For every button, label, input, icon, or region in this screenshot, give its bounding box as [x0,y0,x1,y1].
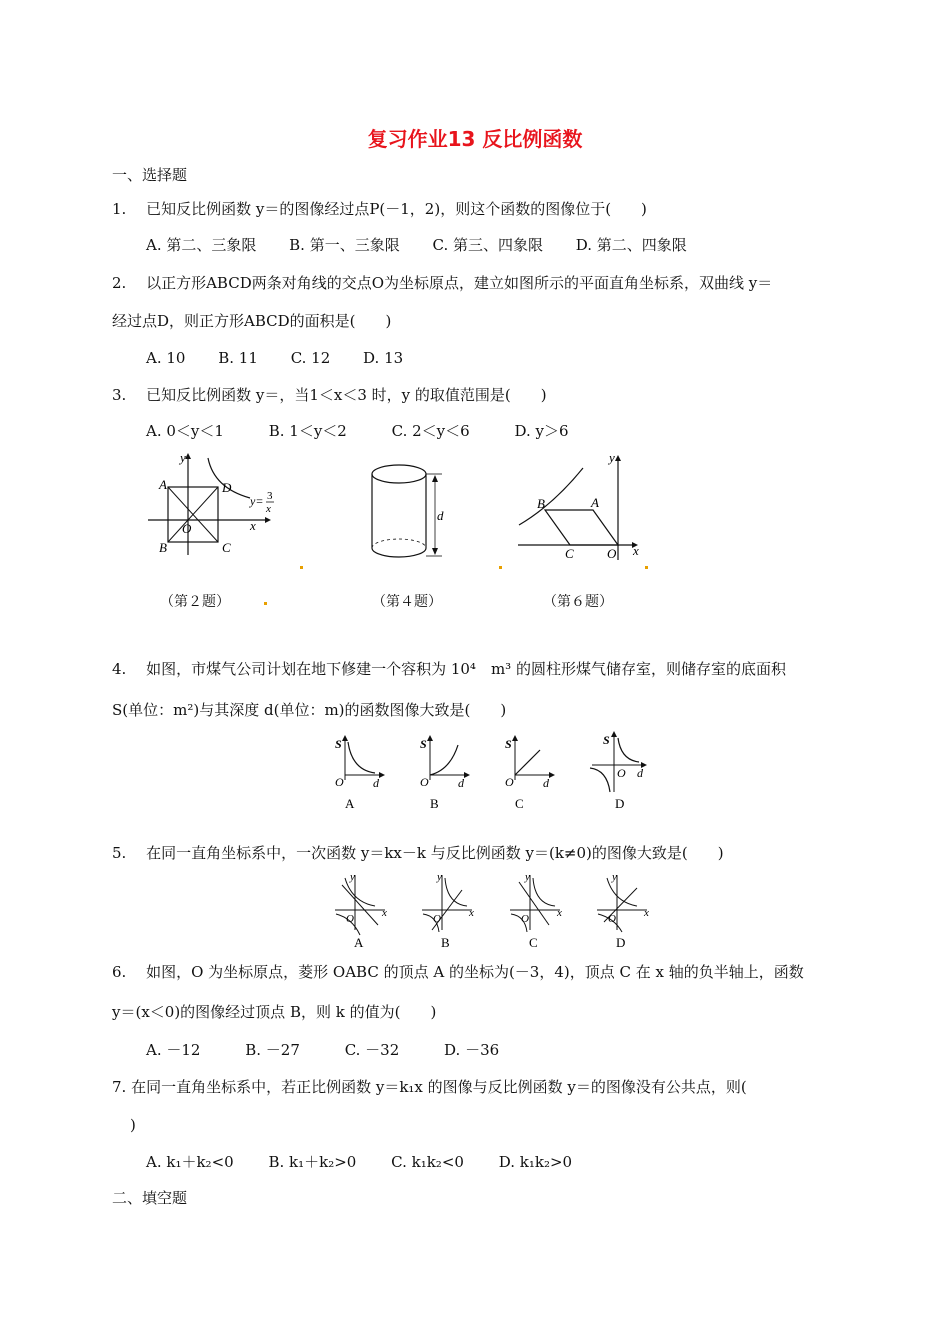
question-2-line-1: 2. 以正方形ABCD两条对角线的交点O为坐标原点，建立如图所示的平面直角坐标系，双曲线 y＝ [112,274,773,292]
caption-fig4: （第４题） [372,594,442,610]
option-b: B. 11 [218,349,258,367]
point-a-label: A [591,495,599,510]
question-7-line-2: ) [130,1116,136,1134]
point-d-label: D [222,480,232,495]
origin-label: O [335,775,344,789]
question-5: 5. 在同一直角坐标系中，一次函数 y＝kx－k 与反比例函数 y＝(k≠0)的图像大致是( ) [112,844,724,862]
axis-x-label: x [644,907,649,919]
choice-label-b: B [441,935,450,950]
caption-fig6: （第６题） [543,594,613,610]
choice-label-a: A [354,935,364,950]
option-c: C. 第三、四象限 [432,236,543,254]
origin-label: O [617,766,626,780]
graph-q5-d [597,871,649,950]
axis-y-label: y [612,871,617,883]
origin-label: O [182,521,192,536]
origin-label: O [346,913,354,925]
question-6-options [146,1040,527,1060]
option-c: C. 12 [290,349,331,367]
graph-q4-c [505,735,555,811]
origin-label: O [607,546,617,561]
axis-d-label: d [543,776,549,790]
graph-q5-a [335,871,387,950]
figure-q4-cylinder [362,462,462,562]
axis-x-label: x [469,907,474,919]
question-1-options [146,235,715,255]
question-5-answer-graphs [330,870,660,952]
figure-q2-square [140,450,280,560]
question-6-line-2: y＝(x＜0)的图像经过顶点 B，则 k 的值为( ) [112,1003,437,1021]
question-4-line-1: 4. 如图，市煤气公司计划在地下修建一个容积为 10⁴ m³ 的圆柱形煤气储存室，则储存室的底面积 [112,660,786,678]
question-4-answer-graphs [325,730,665,816]
option-a: A. 第二、三象限 [146,236,257,254]
section-heading-choice: 一、选择题 [112,166,188,184]
axis-s-label: S [420,737,427,751]
option-d: D. y＞6 [514,422,569,440]
axis-d-label: d [637,766,643,780]
option-b: B. k₁＋k₂>0 [268,1153,357,1171]
artifact-dot [499,566,502,569]
axis-s-label: S [335,737,342,751]
option-b: B. 第一、三象限 [289,236,400,254]
axis-y-label: y [609,450,615,465]
choice-label-d: D [615,796,625,811]
option-a: A. 10 [146,349,186,367]
option-a: A. 0＜y＜1 [146,422,224,440]
option-c: C. －32 [344,1041,400,1059]
axis-d-label: d [373,776,379,790]
origin-label: O [521,913,529,925]
choice-label-c: C [515,796,524,811]
axis-d-label: d [458,776,464,790]
graph-q5-c [510,871,562,950]
question-2-line-2: 经过点D，则正方形ABCD的面积是( ) [112,312,392,330]
curve-denominator: x [266,503,271,515]
question-3: 3. 已知反比例函数 y＝，当1＜x＜3 时，y 的取值范围是( ) [112,386,547,404]
option-b: B. 1＜y＜2 [268,422,347,440]
graph-q4-d [590,731,647,811]
question-4-line-2: S(单位：m²)与其深度 d(单位：m)的函数图像大致是( ) [112,701,507,719]
question-2-options [146,348,431,368]
figure-q6-rhombus [513,450,648,562]
axis-s-label: S [505,737,512,751]
axis-x-label: x [557,907,562,919]
page-title: 复习作业13 反比例函数 [367,127,583,151]
choice-label-d: D [616,935,626,950]
artifact-dot [300,566,303,569]
origin-label: O [505,775,514,789]
point-a-label: A [159,477,167,492]
section-heading-fill: 二、填空题 [112,1189,188,1207]
point-b-label: B [159,540,167,555]
question-7-line-1: 7. 在同一直角坐标系中，若正比例函数 y＝k₁x 的图像与反比例函数 y＝的图像没有公共点，则( [112,1078,747,1096]
question-3-options [146,421,597,441]
point-b-label: B [537,496,545,511]
option-d: D. k₁k₂>0 [498,1153,573,1171]
axis-y-label: y [350,871,355,883]
axis-x-label: x [633,543,639,558]
origin-label: O [433,913,441,925]
option-c: C. k₁k₂<0 [391,1153,464,1171]
axis-y-label: y [180,450,186,465]
axis-y-label: y [525,871,530,883]
option-a: A. k₁＋k₂<0 [146,1153,234,1171]
axis-x-label: x [250,518,256,533]
depth-label: d [437,508,444,523]
origin-label: O [608,913,616,925]
option-c: C. 2＜y＜6 [391,422,470,440]
axis-y-label: y [437,871,442,883]
option-d: D. 第二、四象限 [575,236,687,254]
choice-label-a: A [345,796,355,811]
axis-x-label: x [382,907,387,919]
option-d: D. 13 [363,349,404,367]
choice-label-b: B [430,796,439,811]
curve-numerator: 3 [267,490,273,502]
question-7-options [146,1152,600,1172]
artifact-dot [264,602,267,605]
question-1: 1. 已知反比例函数 y＝的图像经过点P(－1，2)，则这个函数的图像位于( ) [112,200,647,218]
origin-label: O [420,775,429,789]
graph-q4-a [335,735,385,811]
graph-q5-b [422,871,474,950]
caption-fig2: （第２题） [160,594,230,610]
point-c-label: C [222,540,231,555]
curve-label: y= [250,494,264,508]
point-c-label: C [565,546,574,561]
option-b: B. －27 [245,1041,300,1059]
option-a: A. －12 [146,1041,201,1059]
axis-s-label: S [603,733,610,747]
artifact-dot [645,566,648,569]
graph-q4-b [420,735,470,811]
option-d: D. －36 [444,1041,500,1059]
choice-label-c: C [529,935,538,950]
question-6-line-1: 6. 如图，O 为坐标原点，菱形 OABC 的顶点 A 的坐标为(－3，4)，顶点 C 在 x 轴的负半轴上，函数 [112,963,804,981]
